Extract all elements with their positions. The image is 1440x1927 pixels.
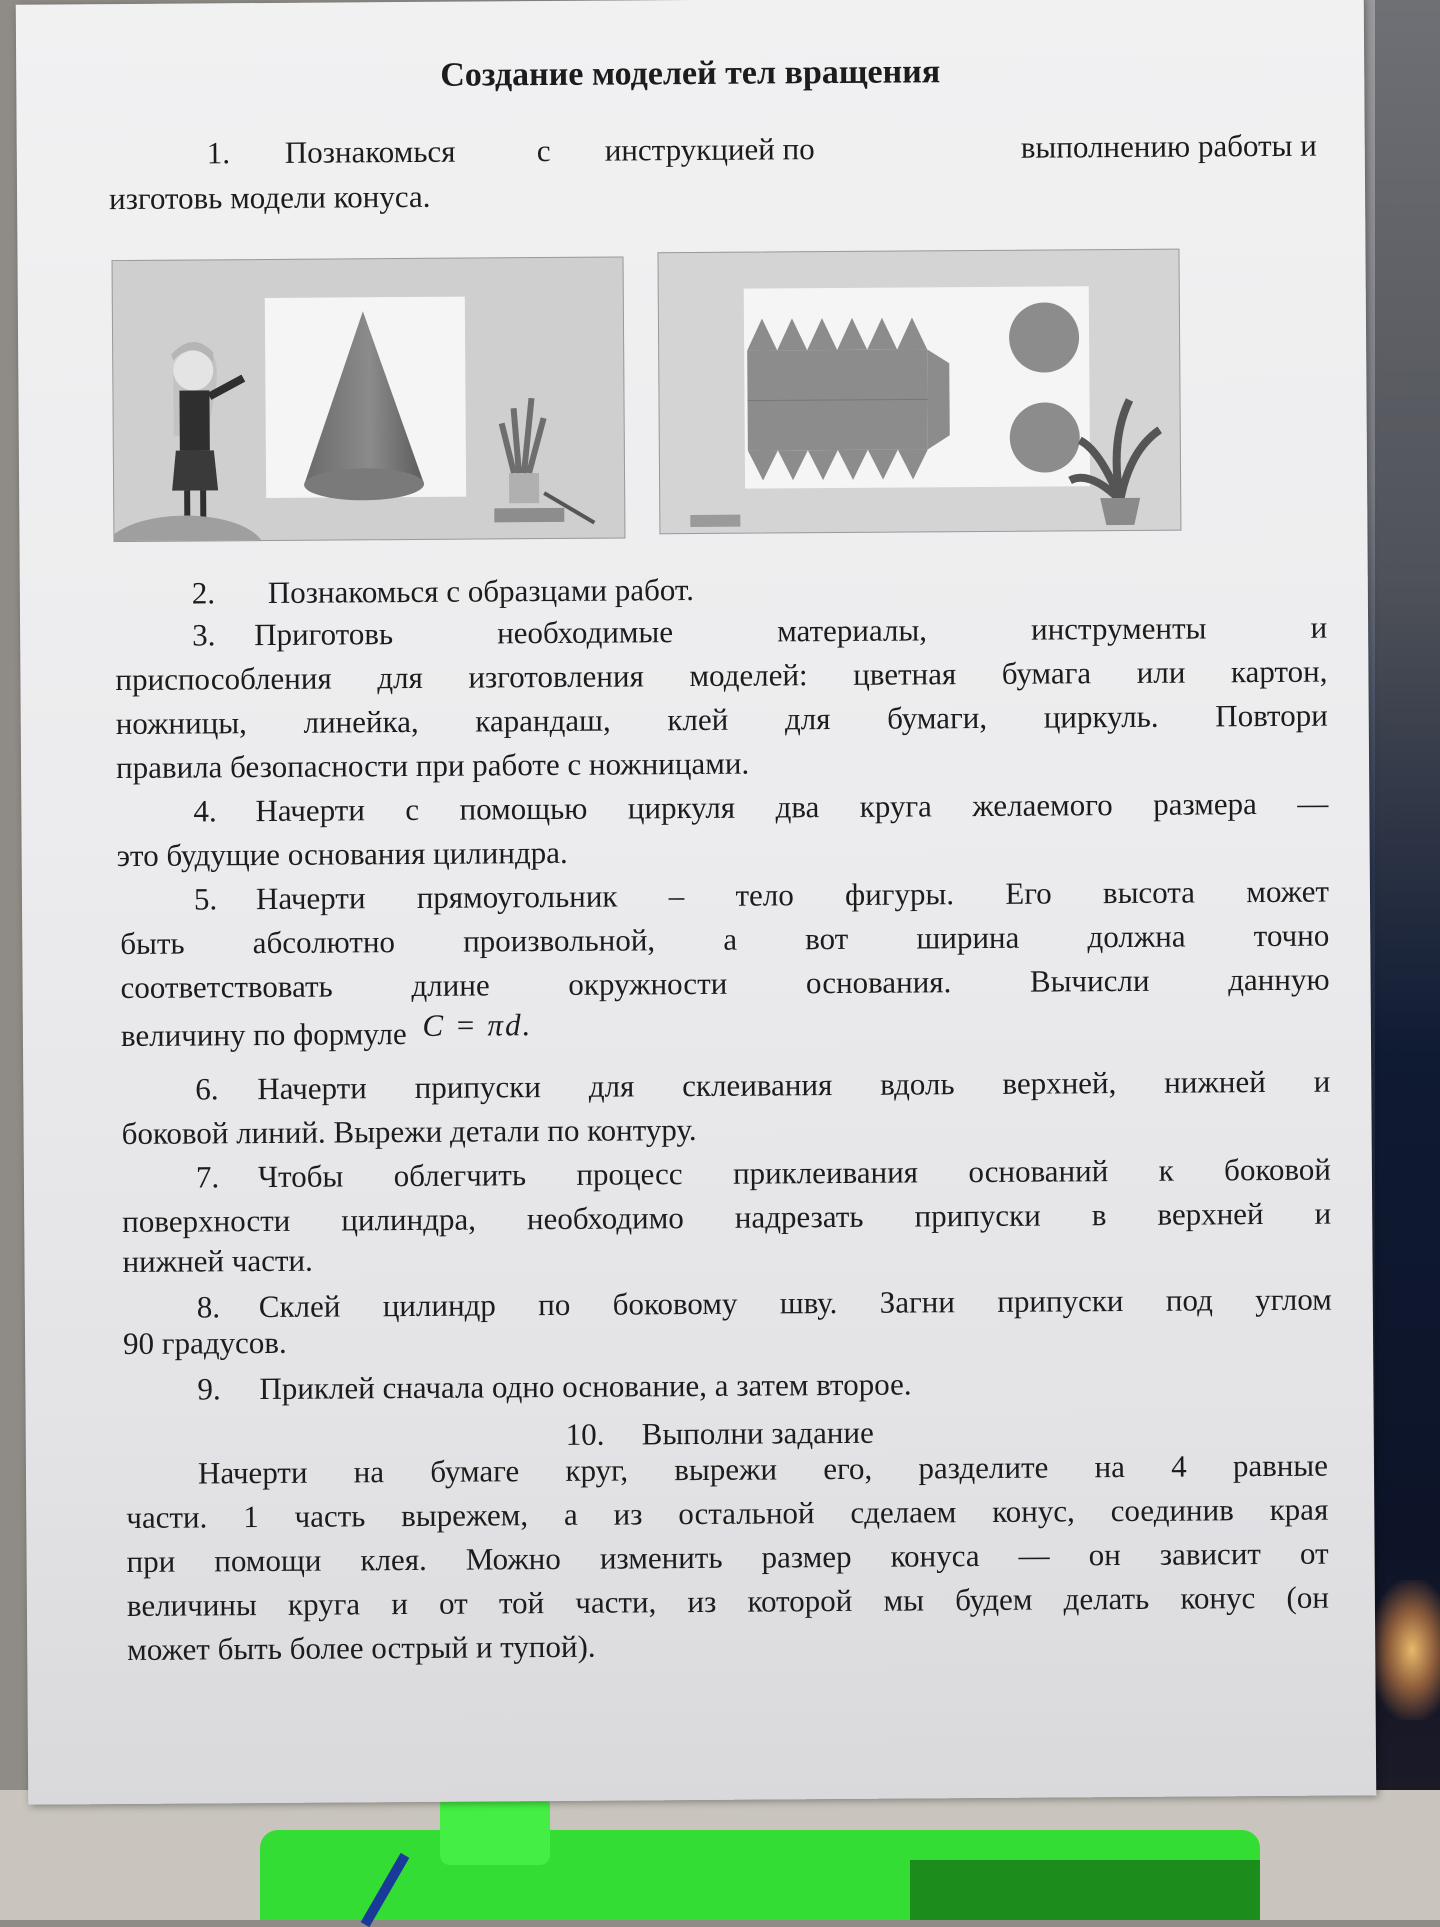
step-8-line-1: [197, 1280, 1332, 1328]
step-7-line-3: нижней части.: [122, 1242, 313, 1280]
step-1-word-4: выполнению работы и: [1020, 127, 1317, 165]
step-3-line-2: приспособления для изготовления моделей: цветная бумага или картон,: [115, 653, 1328, 698]
step-5-formula-label: величину по формуле: [120, 1016, 407, 1054]
task-line-5: может быть более острый и тупой).: [127, 1628, 596, 1667]
step-3-line-1: [192, 608, 1327, 656]
step-10-number: 10.: [565, 1416, 605, 1452]
illustration-cylinder-net: [657, 249, 1181, 535]
step-1-line-2: изготовь модели конуса.: [108, 178, 431, 217]
step-7-line-1: [196, 1150, 1331, 1198]
step-1-number: 1.: [206, 135, 231, 171]
task-line-3: при помощи клея. Можно изменить размер конуса — он зависит от: [126, 1535, 1329, 1579]
step-8-text: Склей цилиндр по боковому шву. Загни припуски под углом: [258, 1281, 1332, 1325]
document-title: Создание моделей тел вращения: [440, 53, 941, 94]
step-10-text: Выполни задание: [641, 1414, 874, 1452]
step-9-text: Приклей сначала одно основание, а затем второе.: [259, 1366, 912, 1407]
step-5-line-4: [120, 1007, 533, 1056]
step-4-number: 4.: [193, 793, 217, 829]
document-sheet: [16, 0, 1377, 1805]
step-2-text: Познакомься с образцами работ.: [267, 572, 695, 610]
step-3-text: Приготовь необходимые материалы, инструменты и: [254, 609, 1328, 653]
green-stand: [260, 1830, 1260, 1920]
step-4-line-1: [193, 784, 1328, 832]
step-7-text: Чтобы облегчить процесс приклеивания оснований к боковой: [257, 1151, 1332, 1195]
step-1: [207, 126, 1317, 174]
step-6-line-2: боковой линий. Вырежи детали по контуру.: [121, 1112, 697, 1152]
step-1-word-1: Познакомься: [284, 133, 456, 170]
task-line-1: Начерти на бумаге круг, вырежи его, разделите на 4 равные: [197, 1447, 1329, 1491]
step-2-number: 2.: [191, 575, 216, 611]
step-5-line-3: соответствовать длине окружности основания. Вычисли данную: [120, 961, 1330, 1006]
task-line-4: величины круга и от той части, из которой мы будем делать конус (он: [126, 1579, 1330, 1623]
step-8-line-2: 90 градусов.: [122, 1324, 287, 1362]
step-1-word-2: с: [536, 132, 551, 169]
step-3-number: 3.: [192, 617, 216, 653]
illustration-cone: [112, 256, 626, 542]
step-4-text: Начерти с помощью циркуля два круга желаемого размера —: [255, 785, 1329, 829]
cylinder-net-icon: [658, 250, 1180, 534]
task-line-2: части. 1 часть вырежем, а из остальной сделаем конус, соединив края: [126, 1491, 1329, 1535]
step-6-line-1: [195, 1062, 1330, 1110]
step-5-number: 5.: [193, 881, 218, 917]
step-3-line-3: ножницы, линейка, карандаш, клей для бумаги, циркуль. Повтори: [115, 697, 1328, 742]
step-5-text: Начерти прямоугольник – тело фигуры. Его высота может: [255, 873, 1330, 917]
step-9: [197, 1365, 911, 1410]
step-4-line-2: это будущие основания цилиндра.: [116, 834, 568, 874]
step-5-line-2: быть абсолютно произвольной, а вот ширина должна точно: [120, 917, 1330, 962]
step-5-line-1: [194, 872, 1329, 920]
step-1-word-3: инструкцией по: [604, 131, 815, 168]
formula: C = πd.: [422, 1007, 533, 1043]
step-8-number: 8.: [196, 1289, 221, 1325]
cone-icon: [113, 257, 625, 541]
step-7-line-2: поверхности цилиндра, необходимо надрезать припуски в верхней и: [122, 1195, 1332, 1240]
step-6-number: 6.: [195, 1071, 219, 1107]
step-9-number: 9.: [197, 1371, 221, 1407]
step-6-text: Начерти припуски для склеивания вдоль верхней, нижней и: [257, 1063, 1331, 1107]
step-3-line-4: правила безопасности при работе с ножницами.: [115, 745, 750, 786]
step-7-number: 7.: [195, 1159, 220, 1195]
step-2: [192, 570, 694, 614]
